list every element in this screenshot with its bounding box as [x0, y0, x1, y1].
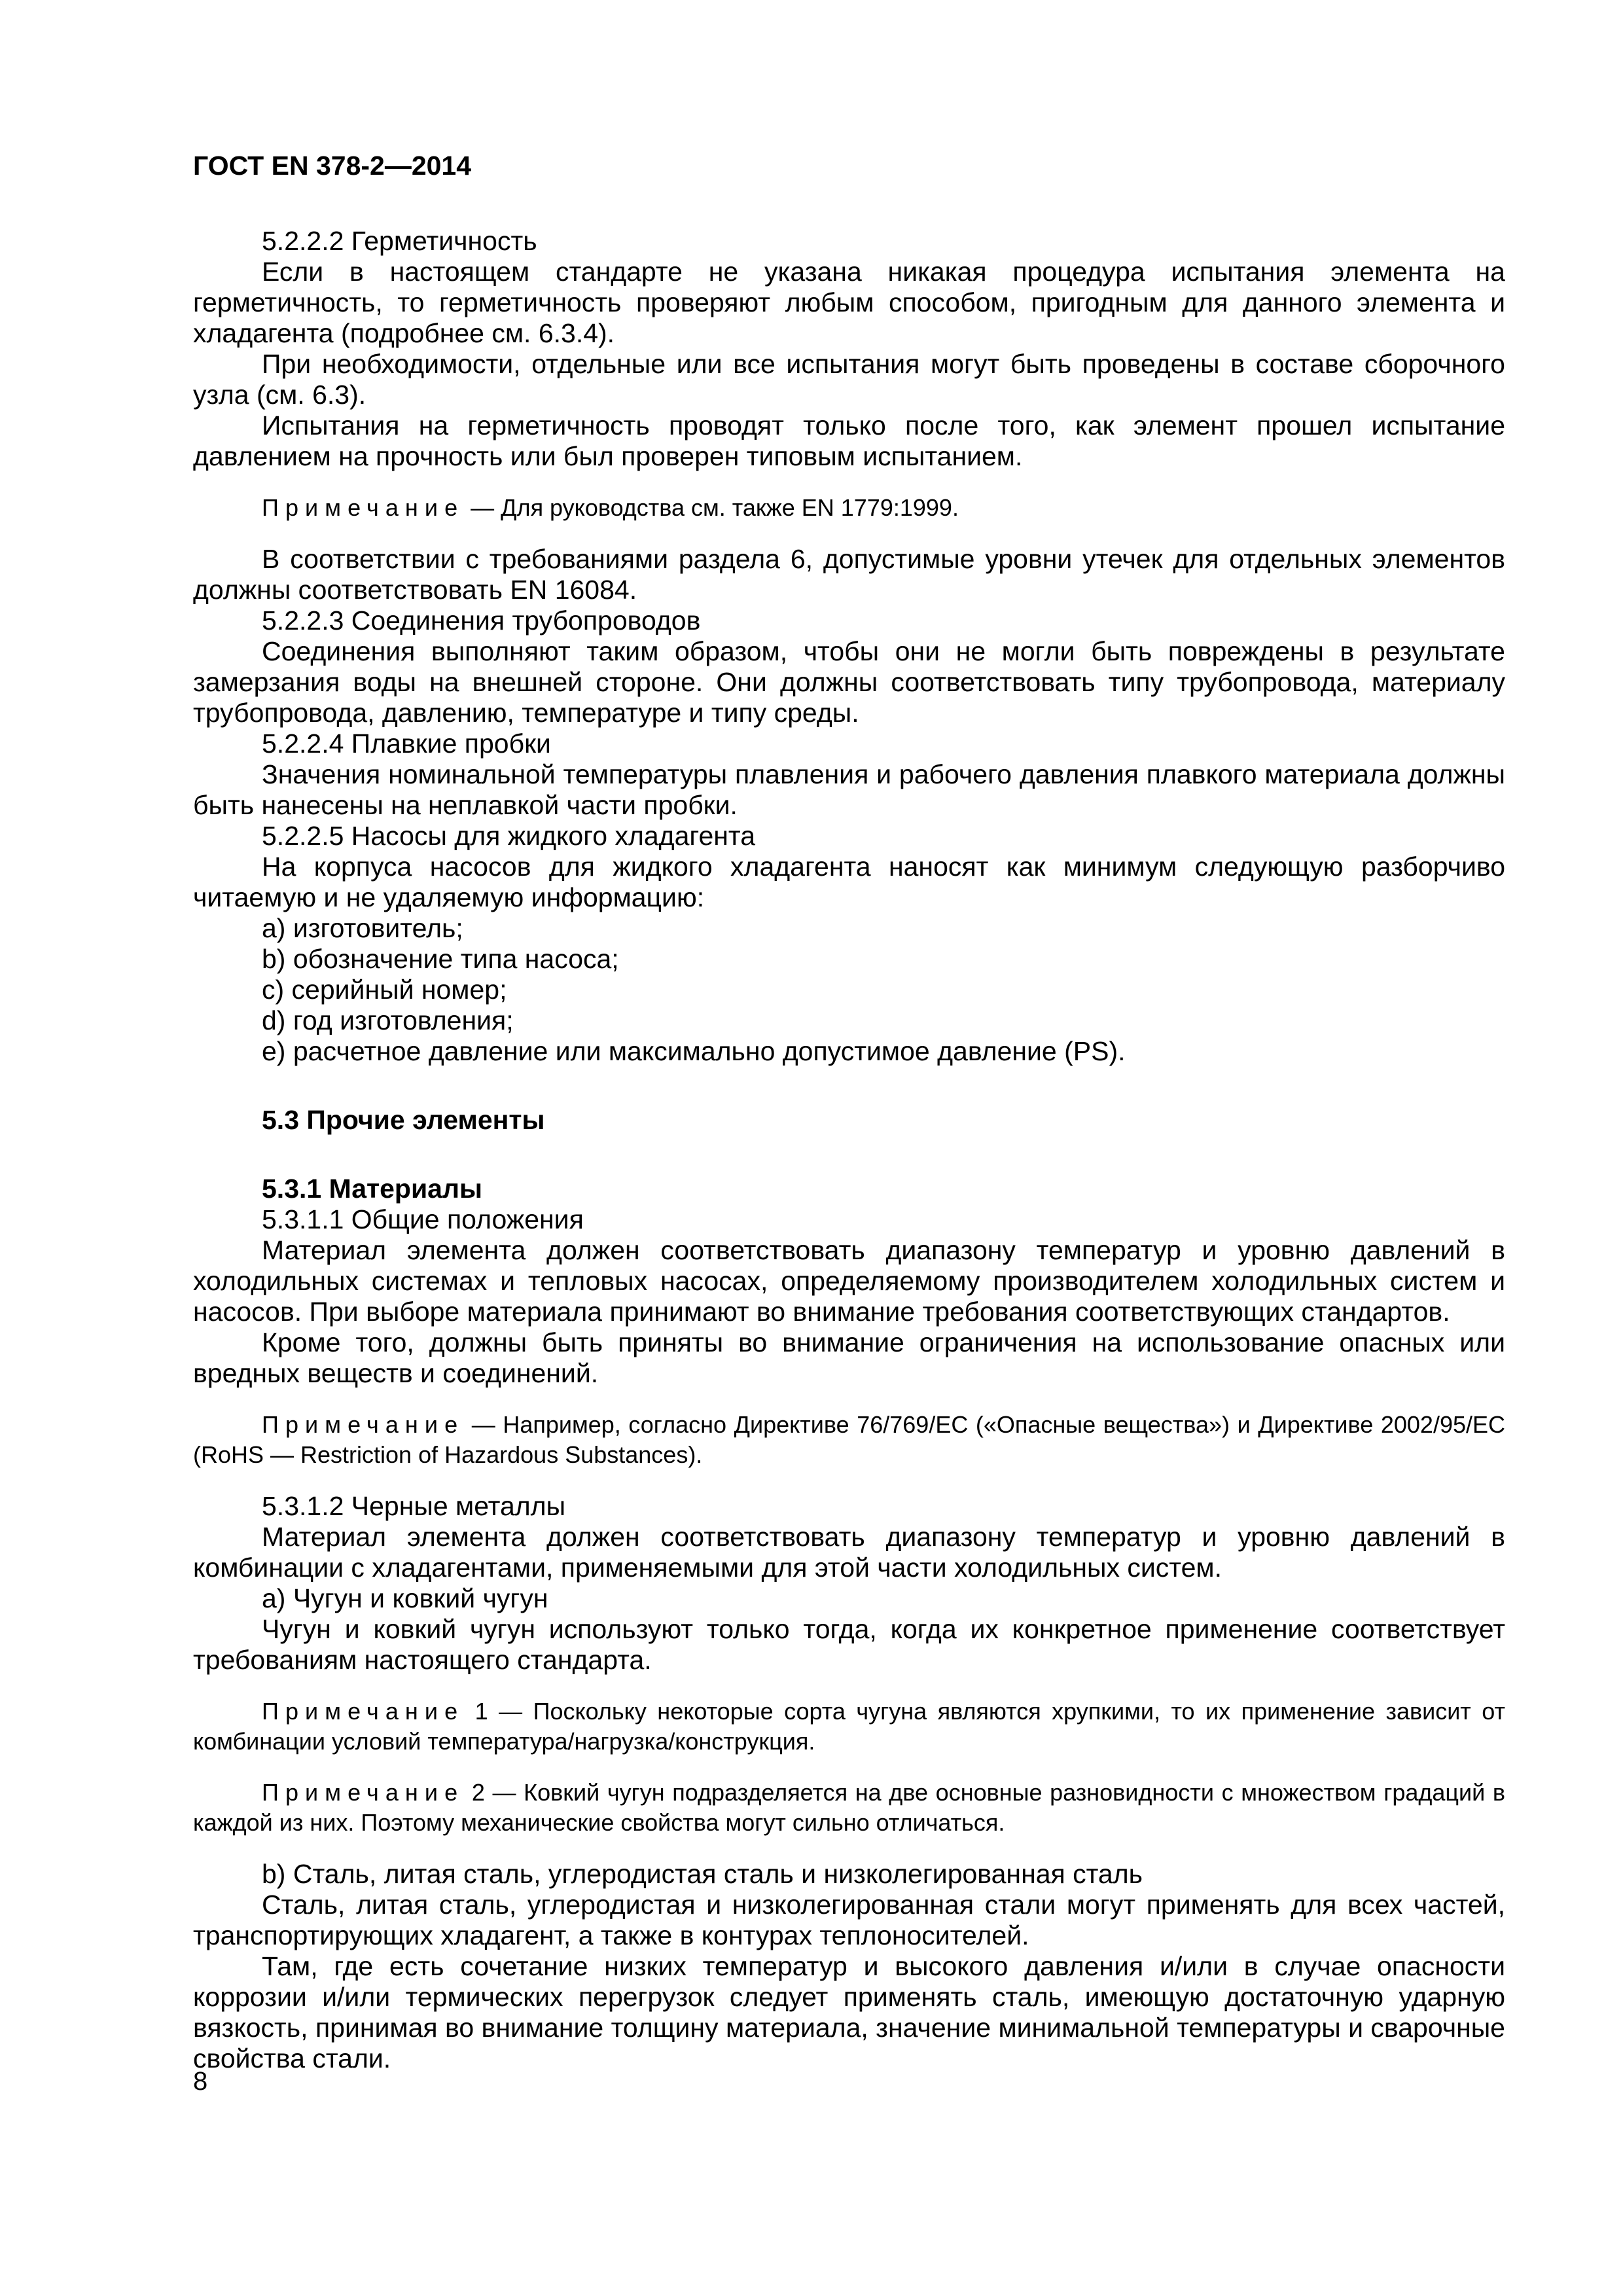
subheading: 5.3.1.2 Черные металлы — [262, 1491, 566, 1521]
bold-heading: 5.3 Прочие элементы — [262, 1105, 545, 1135]
note: Примечание 2 — Ковкий чугун подразделяется на две основные разновидности с множеством градаций в каждой из них. Поэтому механические свойства могут сильно отличаться. — [193, 1779, 1505, 1836]
note-label: Примечание — [262, 494, 465, 521]
paragraph: Испытания на герметичность проводят только после того, как элемент прошел испытание давлением на прочность или был проверен типовым испытанием. — [193, 410, 1505, 471]
paragraph: В соответствии с требованиями раздела 6, допустимые уровни утечек для отдельных элементов должны соответствовать EN 16084. — [193, 544, 1505, 605]
subheading: 5.2.2.4 Плавкие пробки — [262, 728, 551, 759]
list-item: d) год изготовления; — [262, 1005, 514, 1035]
paragraph: Там, где есть сочетание низких температур и высокого давления и/или в случае опасности коррозии и/или термических перегрузок следует применять сталь, имеющую достаточную ударную вязкость, принимая во внимание толщину материала, значение минимальной температуры и сварочные свойства стали. — [193, 1951, 1505, 2073]
list-item: b) обозначение типа насоса; — [262, 944, 619, 974]
subheading: 5.3.1.1 Общие положения — [262, 1204, 584, 1234]
paragraph: Кроме того, должны быть приняты во внимание ограничения на использование опасных или вредных веществ и соединений. — [193, 1327, 1505, 1388]
note: Примечание — Для руководства см. также EN 1779:1999. — [262, 494, 959, 521]
list-item: e) расчетное давление или максимально допустимое давление (PS). — [262, 1036, 1126, 1066]
paragraph: Чугун и ковкий чугун используют только тогда, когда их конкретное применение соответствует требованиям настоящего стандарта. — [193, 1614, 1505, 1675]
paragraph: При необходимости, отдельные или все испытания могут быть проведены в составе сборочного узла (см. 6.3). — [193, 349, 1505, 410]
document-body — [193, 226, 1505, 2074]
document-code: ГОСТ EN 378-2—2014 — [193, 151, 472, 181]
note-label: Примечание — [262, 1779, 465, 1806]
note-label: Примечание — [262, 1698, 465, 1725]
note-label: Примечание — [262, 1411, 465, 1438]
subheading: 5.2.2.2 Герметичность — [262, 226, 537, 256]
bold-heading: 5.3.1 Материалы — [262, 1174, 483, 1204]
list-item: b) Сталь, литая сталь, углеродистая сталь и низколегированная сталь — [262, 1859, 1143, 1889]
list-item: c) серийный номер; — [262, 975, 507, 1005]
paragraph: Если в настоящем стандарте не указана никакая процедура испытания элемента на герметичность, то герметичность проверяют любым способом, пригодным для данного элемента и хладагента (подробнее см. 6.3.4). — [193, 257, 1505, 348]
paragraph: Материал элемента должен соответствовать диапазону температур и уровню давлений в холодильных системах и тепловых насосах, определяемому производителем холодильных систем и насосов. При выборе материала принимают во внимание требования соответствующих стандартов. — [193, 1235, 1505, 1327]
paragraph: Соединения выполняют таким образом, чтобы они не могли быть повреждены в результате замерзания воды на внешней стороне. Они должны соответствовать типу трубопровода, материалу трубопровода, давлению, температуре и типу среды. — [193, 636, 1505, 728]
subheading: 5.2.2.5 Насосы для жидкого хладагента — [262, 821, 756, 851]
page-number: 8 — [193, 2067, 208, 2096]
note: Примечание 1 — Поскольку некоторые сорта чугуна являются хрупкими, то их применение зависит от комбинации условий температура/нагрузка/конструкция. — [193, 1698, 1505, 1755]
paragraph: Материал элемента должен соответствовать диапазону температур и уровню давлений в комбинации с хладагентами, применяемыми для этой части холодильных систем. — [193, 1522, 1505, 1583]
paragraph: Сталь, литая сталь, углеродистая и низколегированная стали могут применять для всех частей, транспортирующих хладагент, а также в контурах теплоносителей. — [193, 1890, 1505, 1950]
paragraph: Значения номинальной температуры плавления и рабочего давления плавкого материала должны быть нанесены на неплавкой части пробки. — [193, 759, 1505, 820]
note: Примечание — Например, согласно Директиве 76/769/ЕС («Опасные вещества») и Директиве 2002/95/ЕС (RoHS — Restriction of Hazardous Substances). — [193, 1411, 1505, 1468]
subheading: 5.2.2.3 Соединения трубопроводов — [262, 605, 701, 636]
list-item: a) Чугун и ковкий чугун — [262, 1583, 548, 1613]
paragraph: На корпуса насосов для жидкого хладагента наносят как минимум следующую разборчиво читаемую и не удаляемую информацию: — [193, 852, 1505, 912]
list-item: a) изготовитель; — [262, 913, 463, 943]
